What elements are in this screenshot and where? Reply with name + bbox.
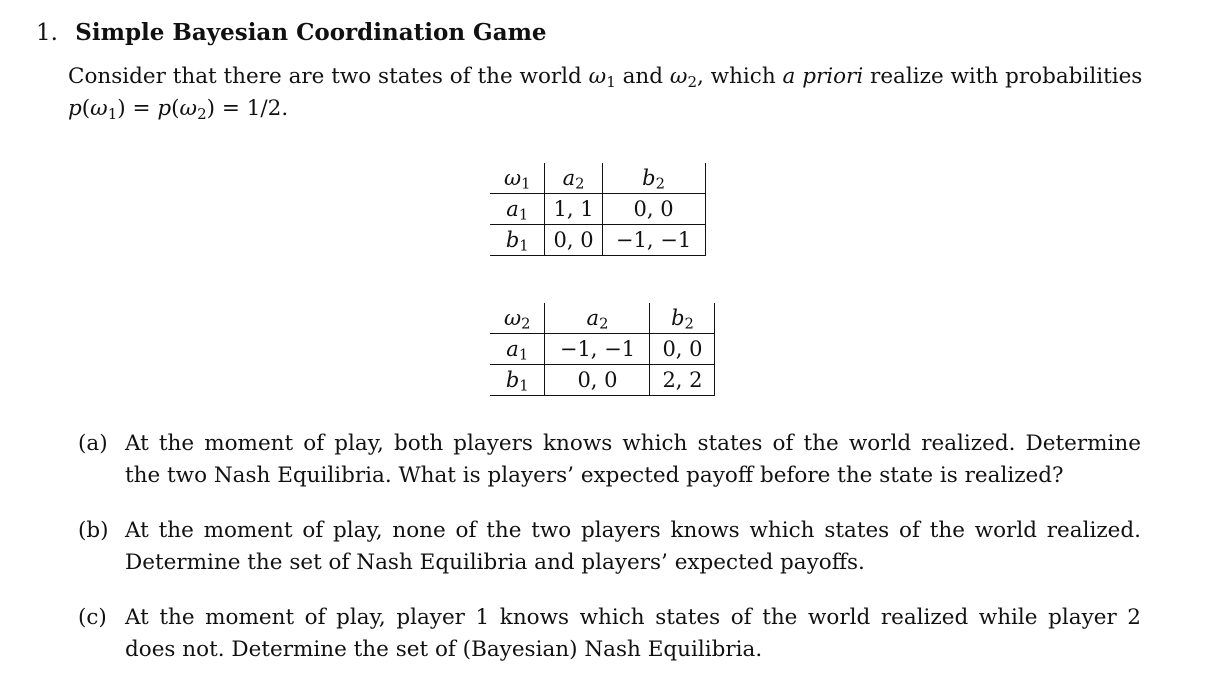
table-header-row [490, 303, 715, 334]
payoff-cell: −1, −1 [602, 225, 705, 256]
question-line: does not. Determine the set of (Bayesian) Nash Equilibria. [125, 636, 763, 662]
state-label: $\omega_2$ [490, 303, 545, 334]
intro-text-b: , which [697, 64, 783, 89]
problem-title: Simple Bayesian Coordination Game [75, 19, 547, 46]
payoff-cell: −1, −1 [545, 334, 650, 365]
column-header-a2: $a_2$ [545, 163, 602, 194]
intro-line-2: $p(\omega_1) = p(\omega_2) = 1/2$. [68, 96, 289, 123]
payoff-table-state-1 [490, 163, 706, 256]
question-line: Determine the set of Nash Equilibria and players’ expected payoffs. [125, 549, 865, 575]
problem-number: 1. [36, 20, 58, 46]
question-line: At the moment of play, player 1 knows which states of the world realized while player 2 [125, 605, 1141, 630]
question-line: At the moment of play, both players knows which states of the world realized. Determine [125, 431, 1141, 456]
question-label: (a) [78, 431, 108, 456]
column-header-b2: $b_2$ [650, 303, 715, 334]
omega-2-symbol: $\omega_2$ [669, 64, 698, 91]
row-label-b1: $b_1$ [490, 225, 545, 256]
intro-text-c: realize with probabilities [863, 64, 1143, 89]
question-label: (c) [78, 605, 107, 630]
payoff-cell: 0, 0 [545, 225, 602, 256]
row-label-a1: $a_1$ [490, 194, 545, 225]
problem-heading [36, 18, 547, 48]
table-row [490, 365, 715, 396]
question-text [125, 515, 1141, 578]
question-line: the two Nash Equilibria. What is players’ expected payoff before the state is realized? [125, 462, 1064, 488]
payoff-cell: 1, 1 [545, 194, 602, 225]
a-priori-emphasis: a priori [782, 64, 864, 89]
intro-and: and [615, 64, 670, 89]
problem-intro [68, 61, 1143, 125]
payoff-cell: 0, 0 [650, 334, 715, 365]
column-header-b2: $b_2$ [602, 163, 705, 194]
intro-text-a: Consider that there are two states of the world [68, 64, 589, 89]
payoff-cell: 2, 2 [650, 365, 715, 396]
payoff-table-state-2 [490, 303, 715, 396]
question-text [125, 428, 1141, 491]
table-row [490, 334, 715, 365]
question-text [125, 602, 1141, 665]
table-row [490, 225, 705, 256]
payoff-cell: 0, 0 [602, 194, 705, 225]
table-row [490, 194, 705, 225]
intro-line-1 [68, 61, 1143, 93]
question-line: At the moment of play, none of the two players knows which states of the world realized. [125, 518, 1141, 543]
omega-1-symbol: $\omega_1$ [588, 64, 616, 91]
column-header-a2: $a_2$ [545, 303, 650, 334]
question-label: (b) [78, 518, 109, 543]
state-label: $\omega_1$ [490, 163, 545, 194]
payoff-cell: 0, 0 [545, 365, 650, 396]
row-label-a1: $a_1$ [490, 334, 545, 365]
table-header-row [490, 163, 705, 194]
row-label-b1: $b_1$ [490, 365, 545, 396]
